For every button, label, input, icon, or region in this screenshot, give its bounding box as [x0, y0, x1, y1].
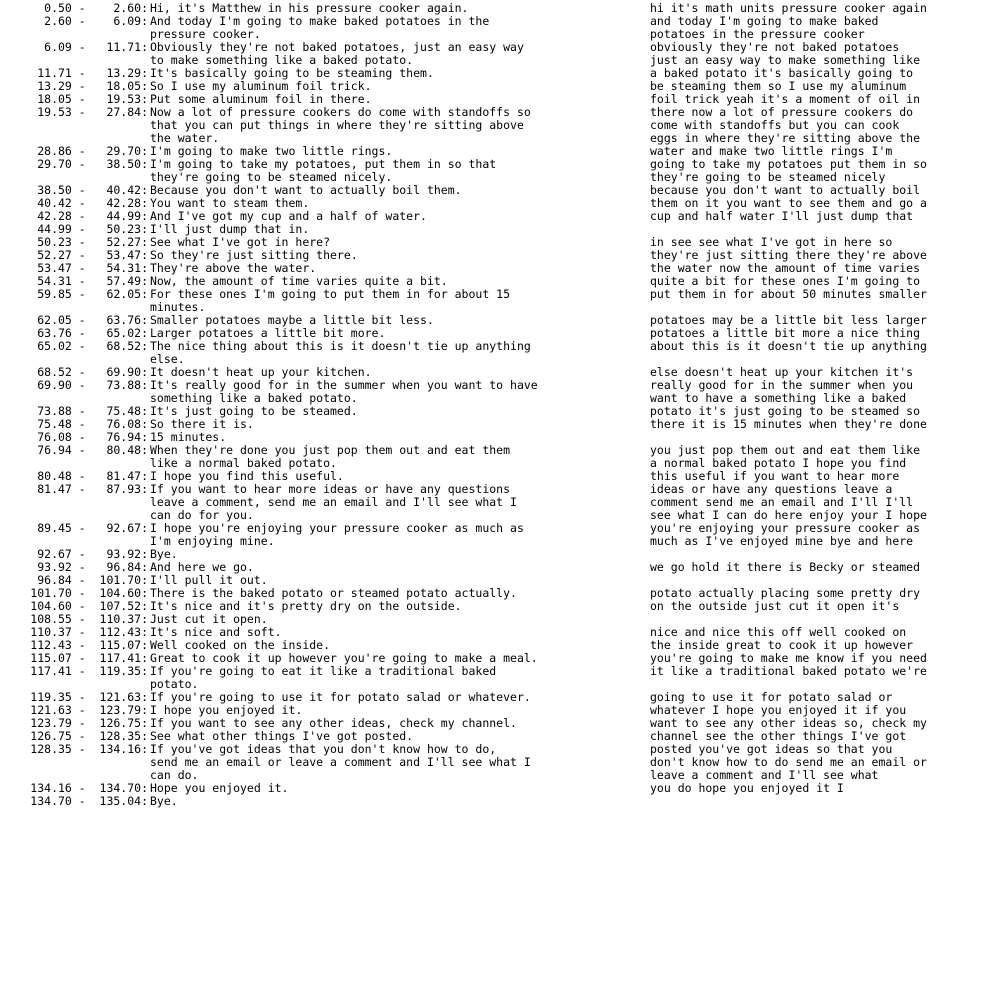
- segment-text: It's really good for in the summer when you want to have: [150, 378, 538, 392]
- segment-text: Smaller potatoes maybe a little bit less.: [150, 313, 434, 327]
- asr-text: in see see what I've got in here so: [650, 235, 893, 249]
- segment-timestamp: 6.09 - 11.71:: [44, 40, 148, 54]
- segment-text: leave a comment, send me an email and I'll see what I: [150, 495, 517, 509]
- segment-text: I hope you enjoyed it.: [150, 703, 303, 717]
- asr-text: cup and half water I'll just dump that: [650, 209, 914, 223]
- segment-text: Now, the amount of time varies quite a bit.: [150, 274, 448, 288]
- segment-timestamp: 117.41 - 119.35:: [30, 664, 148, 678]
- asr-text: potato actually placing some pretty dry: [650, 586, 921, 600]
- segment-timestamp: 112.43 - 115.07:: [30, 638, 148, 652]
- segment-text: If you're going to eat it like a traditional baked: [150, 664, 497, 678]
- segment-text: You want to steam them.: [150, 196, 310, 210]
- segment-text: It's just going to be steamed.: [150, 404, 358, 418]
- asr-text: nice and nice this off well cooked on: [650, 625, 907, 639]
- asr-text: potatoes a little bit more a nice thing: [650, 326, 921, 340]
- asr-text: they're going to be steamed nicely: [650, 170, 886, 184]
- asr-text: channel see the other things I've got: [650, 729, 907, 743]
- asr-text: going to take my potatoes put them in so: [650, 157, 927, 171]
- asr-text: obviously they're not baked potatoes: [650, 40, 900, 54]
- segment-text: something like a baked potato.: [150, 391, 358, 405]
- asr-text: potatoes in the pressure cooker: [650, 27, 865, 41]
- segment-text: There is the baked potato or steamed potato actually.: [150, 586, 517, 600]
- asr-text: whatever I hope you enjoyed it if you: [650, 703, 907, 717]
- segment-timestamp: 44.99 - 50.23:: [37, 222, 148, 236]
- segment-text: they're going to be steamed nicely.: [150, 170, 393, 184]
- segment-text: It's nice and it's pretty dry on the outside.: [150, 599, 462, 613]
- segment-text: pressure cooker.: [150, 27, 261, 41]
- asr-text: we go hold it there is Becky or steamed: [650, 560, 921, 574]
- asr-text: really good for in the summer when you: [650, 378, 914, 392]
- segment-timestamp: 2.60 - 6.09:: [44, 14, 148, 28]
- segment-text: The nice thing about this is it doesn't tie up anything: [150, 339, 531, 353]
- asr-text: don't know how to do send me an email or: [650, 755, 927, 769]
- segment-text: And here we go.: [150, 560, 254, 574]
- segment-text: Larger potatoes a little bit more.: [150, 326, 386, 340]
- segment-timestamp: 54.31 - 57.49:: [37, 274, 148, 288]
- segment-timestamp: 13.29 - 18.05:: [37, 79, 148, 93]
- segment-text: I'm going to take my potatoes, put them in so that: [150, 157, 497, 171]
- segment-text: that you can put things in where they're sitting above: [150, 118, 524, 132]
- segment-timestamp: 123.79 - 126.75:: [30, 716, 148, 730]
- segment-text: It's nice and soft.: [150, 625, 282, 639]
- segment-timestamp: 134.16 - 134.70:: [30, 781, 148, 795]
- segment-text: If you're going to use it for potato salad or whatever.: [150, 690, 531, 704]
- segment-timestamp: 108.55 - 110.37:: [30, 612, 148, 626]
- segment-timestamp: 53.47 - 54.31:: [37, 261, 148, 275]
- asr-text: you do hope you enjoyed it I: [650, 781, 844, 795]
- segment-timestamp: 40.42 - 42.28:: [37, 196, 148, 210]
- segment-timestamp: 50.23 - 52.27:: [37, 235, 148, 249]
- segment-text: send me an email or leave a comment and I'll see what I: [150, 755, 531, 769]
- segment-text: Well cooked on the inside.: [150, 638, 331, 652]
- segment-timestamp: 134.70 - 135.04:: [30, 794, 148, 808]
- asr-text: want to see any other ideas so, check my: [650, 716, 927, 730]
- segment-timestamp: 110.37 - 112.43:: [30, 625, 148, 639]
- segment-text: Bye.: [150, 794, 178, 808]
- segment-text: If you want to see any other ideas, check my channel.: [150, 716, 517, 730]
- asr-text: it like a traditional baked potato we're: [650, 664, 927, 678]
- segment-text: the water.: [150, 131, 220, 145]
- segment-timestamp: 75.48 - 76.08:: [37, 417, 148, 431]
- segment-text: like a normal baked potato.: [150, 456, 337, 470]
- segment-timestamp: 93.92 - 96.84:: [37, 560, 148, 574]
- segment-timestamp: 73.88 - 75.48:: [37, 404, 148, 418]
- segment-timestamp: 89.45 - 92.67:: [37, 521, 148, 535]
- segment-text: It's basically going to be steaming them.: [150, 66, 434, 80]
- asr-text: foil trick yeah it's a moment of oil in: [650, 92, 921, 106]
- segment-text: I'm enjoying mine.: [150, 534, 275, 548]
- segment-timestamp: 126.75 - 128.35:: [30, 729, 148, 743]
- segment-text: I'm going to make two little rings.: [150, 144, 393, 158]
- segment-text: I hope you're enjoying your pressure cooker as much as: [150, 521, 524, 535]
- segment-text: can do for you.: [150, 508, 254, 522]
- segment-timestamp: 62.05 - 63.76:: [37, 313, 148, 327]
- asr-text: you're going to make me know if you need: [650, 651, 927, 665]
- asr-text: be steaming them so I use my aluminum: [650, 79, 907, 93]
- asr-text: them on it you want to see them and go a: [650, 196, 927, 210]
- segment-text: 15 minutes.: [150, 430, 227, 444]
- asr-text: because you don't want to actually boil: [650, 183, 921, 197]
- segment-timestamp: 81.47 - 87.93:: [37, 482, 148, 496]
- segment-text: Because you don't want to actually boil them.: [150, 183, 462, 197]
- segment-timestamp: 0.50 - 2.60:: [44, 1, 148, 15]
- asr-text: leave a comment and I'll see what: [650, 768, 879, 782]
- asr-text: [648, 795, 650, 808]
- asr-text: there now a lot of pressure cookers do: [650, 105, 914, 119]
- segment-text: If you want to hear more ideas or have any questions: [150, 482, 511, 496]
- segment-timestamp: 52.27 - 53.47:: [37, 248, 148, 262]
- segment-text: They're above the water.: [150, 261, 317, 275]
- segment-timestamp: 96.84 - 101.70:: [37, 573, 148, 587]
- segment-text: can do.: [150, 768, 199, 782]
- segment-timestamp: 76.08 - 76.94:: [37, 430, 148, 444]
- segment-text: minutes.: [150, 300, 206, 314]
- asr-text: about this is it doesn't tie up anything: [650, 339, 927, 353]
- segment-text: And today I'm going to make baked potatoes in the: [150, 14, 490, 28]
- asr-text: posted you've got ideas so that you: [650, 742, 893, 756]
- segment-timestamp: 65.02 - 68.52:: [37, 339, 148, 353]
- segment-text: See what other things I've got posted.: [150, 729, 414, 743]
- segment-text: else.: [150, 352, 185, 366]
- asr-text: comment send me an email and I'll I'll: [650, 495, 914, 509]
- segment-timestamp: 18.05 - 19.53:: [37, 92, 148, 106]
- segment-text: If you've got ideas that you don't know how to do,: [150, 742, 497, 756]
- asr-text: eggs in where they're sitting above the: [650, 131, 921, 145]
- segment-text: Bye.: [150, 547, 178, 561]
- segment-timestamp: 19.53 - 27.84:: [37, 105, 148, 119]
- transcript-row: [0, 795, 994, 808]
- segment-text: So there it is.: [150, 417, 254, 431]
- asr-text: you just pop them out and eat them like: [650, 443, 921, 457]
- asr-text: the water now the amount of time varies: [650, 261, 921, 275]
- segment-text: Great to cook it up however you're going to make a meal.: [150, 651, 538, 665]
- asr-text: there it is 15 minutes when they're done: [650, 417, 927, 431]
- segment-text: Just cut it open.: [150, 612, 268, 626]
- asr-text: you're enjoying your pressure cooker as: [650, 521, 921, 535]
- segment-timestamp: 42.28 - 44.99:: [37, 209, 148, 223]
- segment-text: Hi, it's Matthew in his pressure cooker again.: [150, 1, 469, 15]
- segment-timestamp: 104.60 - 107.52:: [30, 599, 148, 613]
- asr-text: and today I'm going to make baked: [650, 14, 879, 28]
- segment-text: Hope you enjoyed it.: [150, 781, 289, 795]
- segment-text: So I use my aluminum foil trick.: [150, 79, 372, 93]
- segment-text: to make something like a baked potato.: [150, 53, 414, 67]
- asr-text: potato it's just going to be steamed so: [650, 404, 921, 418]
- segment-timestamp: 115.07 - 117.41:: [30, 651, 148, 665]
- segment-timestamp: 101.70 - 104.60:: [30, 586, 148, 600]
- segment-timestamp: 119.35 - 121.63:: [30, 690, 148, 704]
- asr-text: see what I can do here enjoy your I hope: [650, 508, 927, 522]
- asr-text: on the outside just cut it open it's: [650, 599, 900, 613]
- asr-text: hi it's math units pressure cooker again: [650, 1, 927, 15]
- segment-timestamp: 63.76 - 65.02:: [37, 326, 148, 340]
- segment-text: So they're just sitting there.: [150, 248, 358, 262]
- segment-timestamp: 80.48 - 81.47:: [37, 469, 148, 483]
- segment-timestamp: [0, 496, 148, 509]
- segment-timestamp: 128.35 - 134.16:: [30, 742, 148, 756]
- segment-text: Obviously they're not baked potatoes, just an easy way: [150, 40, 524, 54]
- segment-text: I'll pull it out.: [150, 573, 268, 587]
- segment-text: potato.: [150, 677, 199, 691]
- asr-text: a baked potato it's basically going to: [650, 66, 914, 80]
- asr-text: the inside great to cook it up however: [650, 638, 914, 652]
- segment-timestamp: 29.70 - 38.50:: [37, 157, 148, 171]
- segment-timestamp: 121.63 - 123.79:: [30, 703, 148, 717]
- segment-timestamp: [0, 119, 148, 132]
- segment-timestamp: 68.52 - 69.90:: [37, 365, 148, 379]
- segment-text: For these ones I'm going to put them in for about 15: [150, 287, 511, 301]
- segment-text: Now a lot of pressure cookers do come with standoffs so: [150, 105, 531, 119]
- segment-timestamp: 11.71 - 13.29:: [37, 66, 148, 80]
- segment-timestamp: 59.85 - 62.05:: [37, 287, 148, 301]
- segment-timestamp: 28.86 - 29.70:: [37, 144, 148, 158]
- asr-text: going to use it for potato salad or: [650, 690, 893, 704]
- asr-text: much as I've enjoyed mine bye and here: [650, 534, 914, 548]
- asr-text: just an easy way to make something like: [650, 53, 921, 67]
- asr-text: a normal baked potato I hope you find: [650, 456, 907, 470]
- asr-text: else doesn't heat up your kitchen it's: [650, 365, 914, 379]
- segment-text: It doesn't heat up your kitchen.: [150, 365, 372, 379]
- segment-timestamp: 76.94 - 80.48:: [37, 443, 148, 457]
- segment-text: See what I've got in here?: [150, 235, 331, 249]
- asr-text: this useful if you want to hear more: [650, 469, 900, 483]
- asr-text: put them in for about 50 minutes smaller: [650, 287, 927, 301]
- segment-text: I'll just dump that in.: [150, 222, 310, 236]
- segment-text: Put some aluminum foil in there.: [150, 92, 372, 106]
- segment-text: And I've got my cup and a half of water.: [150, 209, 427, 223]
- asr-text: want to have a something like a baked: [650, 391, 907, 405]
- segment-timestamp: 38.50 - 40.42:: [37, 183, 148, 197]
- asr-text: come with standoffs but you can cook: [650, 118, 900, 132]
- segment-text: I hope you find this useful.: [150, 469, 344, 483]
- asr-text: quite a bit for these ones I'm going to: [650, 274, 921, 288]
- segment-timestamp: 69.90 - 73.88:: [37, 378, 148, 392]
- asr-text: water and make two little rings I'm: [650, 144, 893, 158]
- asr-text: ideas or have any questions leave a: [650, 482, 893, 496]
- asr-text: they're just sitting there they're above: [650, 248, 927, 262]
- segment-text: When they're done you just pop them out and eat them: [150, 443, 511, 457]
- segment-timestamp: 92.67 - 93.92:: [37, 547, 148, 561]
- asr-text: potatoes may be a little bit less larger: [650, 313, 927, 327]
- segment-timestamp: [0, 756, 148, 769]
